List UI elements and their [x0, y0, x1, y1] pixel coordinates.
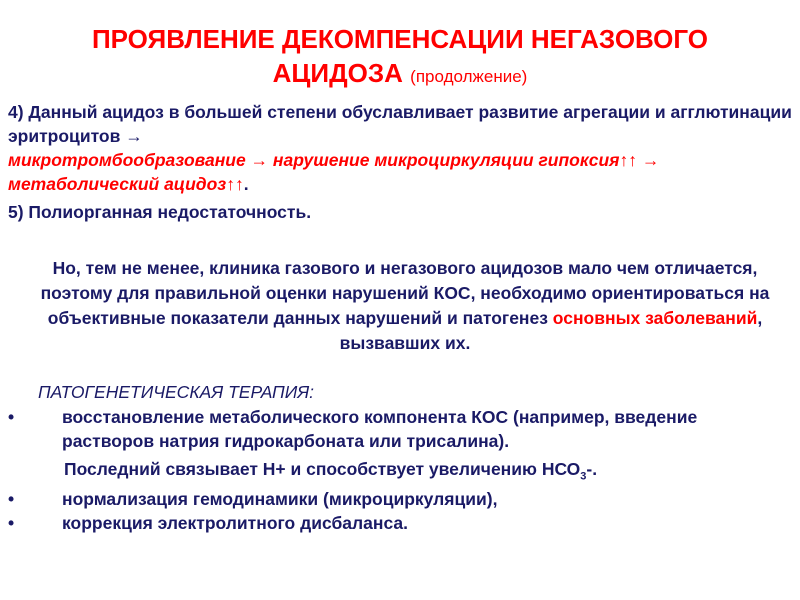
therapy-heading-text: ПАТОГЕНЕТИЧЕСКАЯ ТЕРАПИЯ — [38, 382, 310, 402]
title-subtitle: (продолжение) — [410, 67, 528, 86]
paragraph-text-b: , вызвавших их. — [339, 308, 763, 353]
paragraph-text-a: Но, тем не менее, клиника газового и негазового ацидозов мало чем отличается, поэтому для правильной оценки нарушений КОС, необходимо ориентироваться на объективные показатели данных нарушений и патогенез — [40, 258, 770, 328]
point-4-text-c: . — [243, 174, 249, 194]
bullet-icon: • — [8, 407, 15, 427]
title-line-2 — [0, 56, 800, 94]
bullet-icon: • — [8, 489, 15, 509]
note-text-b: -. — [586, 459, 598, 479]
point-5: 5) Полиорганная недостаточность. — [8, 202, 312, 222]
paragraph-red-text: основных заболеваний — [552, 308, 758, 328]
list-item-text: коррекция электролитного дисбаланса. — [62, 513, 408, 533]
point-4-text-b: микротромбообразование → нарушение микроциркуляции гипоксия↑↑ → метаболический ацидоз↑↑ — [8, 150, 660, 194]
title-line-1: ПРОЯВЛЕНИЕ ДЕКОМПЕНСАЦИИ НЕГАЗОВОГО — [91, 24, 709, 54]
bullet-icon: • — [8, 513, 15, 533]
therapy-heading-colon: : — [309, 382, 315, 402]
list-item-text: восстановление метаболического компонента КОС (например, введение растворов натрия гидрокарбоната или трисалина). — [62, 407, 698, 451]
note-subscript: 3 — [580, 470, 587, 483]
list-item-text: нормализация гемодинамики (микроциркуляции), — [62, 489, 498, 509]
point-4-text-a: 4) Данный ацидоз в большей степени обуславливает развитие агрегации и агглютинации эритроцитов → — [8, 102, 792, 146]
therapy-note — [64, 457, 800, 489]
slide-title — [0, 22, 800, 94]
title-main: АЦИДОЗА — [272, 58, 403, 88]
point-4 — [8, 100, 792, 196]
note-text-a: Последний связывает Н+ и способствует увеличению НСО — [64, 459, 581, 479]
main-paragraph — [20, 256, 790, 356]
therapy-heading — [38, 382, 314, 403]
